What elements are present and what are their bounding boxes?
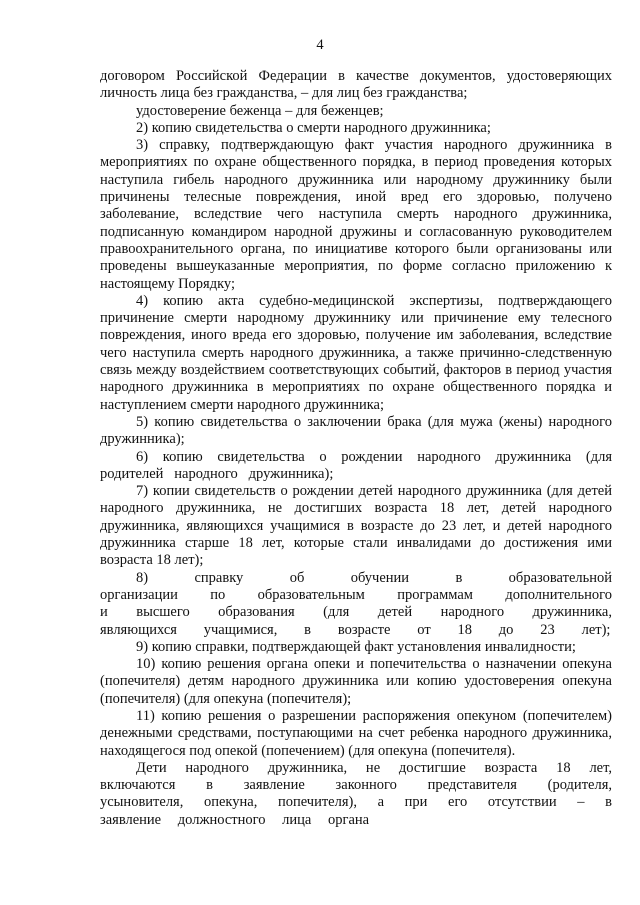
page-number: 4 [316, 37, 324, 53]
paragraph-item-10: 10) копию решения органа опеки и попечительства о назначении опекуна (попечителя) детям народного дружинника или копию удостоверения опекуна (попечителя) (для опекуна (попечителя); [100, 656, 612, 707]
paragraph-item-8: 8) справку об обучении в образовательной организации по образовательным программам дополнительного и высшего образования (для детей народного дружинника, являющихся учащимися, в возрасте от 18 до 23 лет); [100, 569, 612, 638]
paragraph-refugee-certificate: удостоверение беженца – для беженцев; [136, 102, 384, 119]
paragraph-item-6: 6) копию свидетельства о рождении народного дружинника (для родителей народного дружинника); [100, 448, 612, 482]
paragraph-item-11: 11) копию решения о разрешении распоряжения опекуном (попечителем) денежными средствами, поступающими на счет ребенка народного дружинника, находящегося под опекой (попечением) (для опекуна (попечителя). [100, 707, 612, 759]
paragraph-item-2: 2) копию свидетельства о смерти народного дружинника; [136, 119, 491, 136]
paragraph-item-3: 3) справку, подтверждающую факт участия народного дружинника в мероприятиях по охране общественного порядка, в период проведения которых наступила гибель народного дружинника или народному дружиннику были причинены телесные повреждения, иной вред его здоровью, получено заболевание, вследствие чего наступила смерть народного дружинника, подписанную командиром народной дружины и согласованную руководителем правоохранительного органа, по инициативе которого были организованы или проведены вышеуказанные мероприятия, по форме согласно приложению к настоящему Порядку; [100, 137, 612, 292]
paragraph-item-9: 9) копию справки, подтверждающей факт установления инвалидности; [136, 638, 576, 655]
paragraph-continuation: договором Российской Федерации в качестве документов, удостоверяющих личность лица без гражданства, – для лиц без гражданства; [100, 68, 612, 102]
paragraph-item-5: 5) копию свидетельства о заключении брака (для мужа (жены) народного дружинника); [100, 413, 612, 448]
document-body [100, 68, 612, 829]
paragraph-children: Дети народного дружинника, не достигшие возраста 18 лет, включаются в заявление законного представителя (родителя, усыновителя, опекуна, попечителя), а при его отсутствии – в заявление должностного лица органа [100, 759, 612, 828]
paragraph-item-7: 7) копии свидетельств о рождении детей народного дружинника (для детей народного дружинника, не достигших возраста 18 лет, детей народного дружинника, являющихся учащимися в возрасте до 23 лет, и детей народного дружинника старше 18 лет, которые стали инвалидами до достижения ими возраста 18 лет); [100, 483, 612, 569]
paragraph-item-4: 4) копию акта судебно-медицинской экспертизы, подтверждающего причинение смерти народному дружиннику или причинение ему телесного повреждения, иного вреда его здоровью, получение им заболевания, вследствие чего наступила смерть народного дружинника, а также причинно-следственную связь между воздействием соответствующих событий, факторов в период участия народного дружинника в мероприятиях по охране общественного порядка и наступлением смерти народного дружинника; [100, 292, 612, 413]
